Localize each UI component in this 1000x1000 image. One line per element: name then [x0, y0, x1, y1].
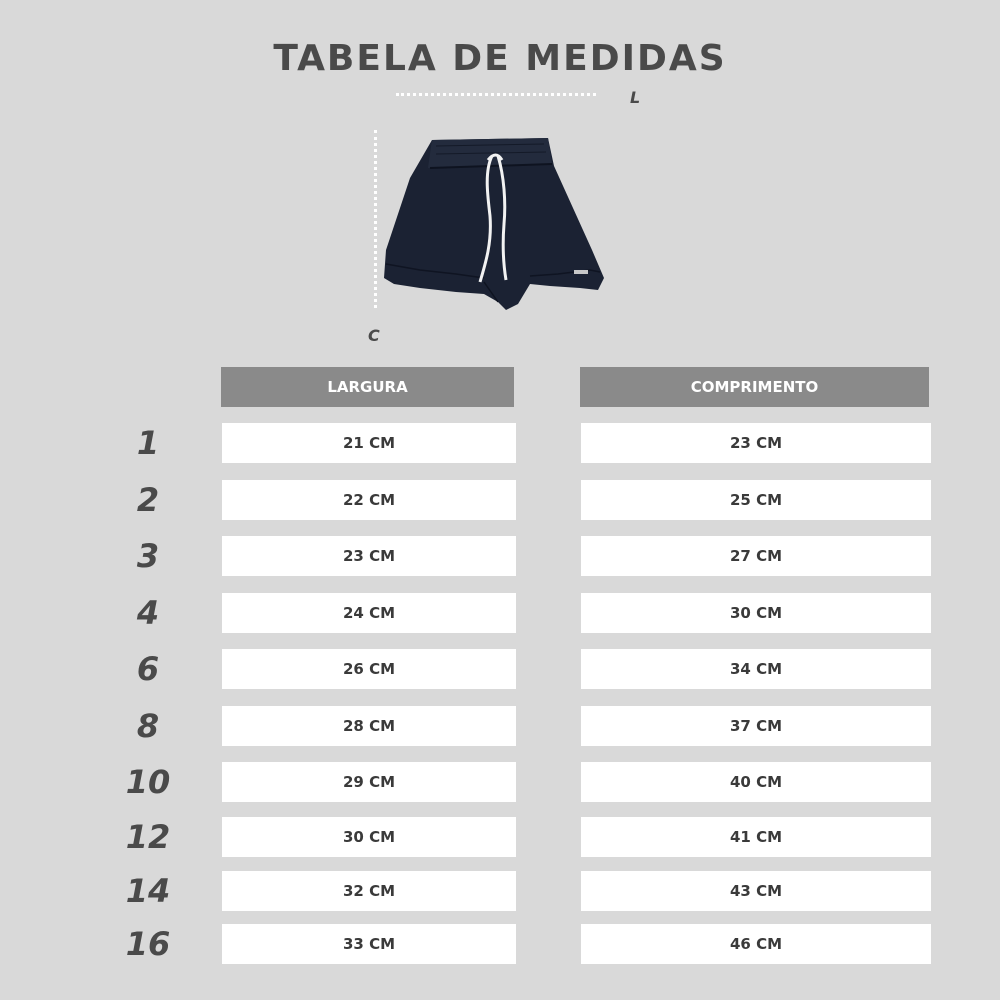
table-row — [0, 706, 1000, 746]
length-cell: 34 CM — [581, 649, 931, 689]
length-cell: 41 CM — [581, 817, 931, 857]
size-label: 6 — [136, 650, 160, 688]
length-cell: 43 CM — [581, 871, 931, 911]
length-cell: 37 CM — [581, 706, 931, 746]
table-row — [0, 924, 1000, 964]
size-label: 2 — [136, 481, 160, 519]
table-row — [0, 423, 1000, 463]
length-cell: 46 CM — [581, 924, 931, 964]
size-label: 4 — [136, 594, 160, 632]
length-dimension-label: C — [368, 326, 380, 345]
size-label: 10 — [125, 763, 171, 801]
width-cell: 21 CM — [222, 423, 516, 463]
width-cell: 22 CM — [222, 480, 516, 520]
size-label: 8 — [136, 707, 160, 745]
width-cell: 30 CM — [222, 817, 516, 857]
table-row — [0, 536, 1000, 576]
page-title: TABELA DE MEDIDAS — [273, 38, 727, 79]
length-column-header: COMPRIMENTO — [580, 367, 929, 407]
length-cell: 27 CM — [581, 536, 931, 576]
table-row — [0, 871, 1000, 911]
width-cell: 26 CM — [222, 649, 516, 689]
width-cell: 33 CM — [222, 924, 516, 964]
table-row — [0, 649, 1000, 689]
width-column-header: LARGURA — [221, 367, 514, 407]
width-dimension-label: L — [630, 88, 641, 107]
width-cell: 29 CM — [222, 762, 516, 802]
length-cell: 23 CM — [581, 423, 931, 463]
width-cell: 24 CM — [222, 593, 516, 633]
size-label: 3 — [136, 537, 160, 575]
size-label: 14 — [125, 872, 171, 910]
length-cell: 30 CM — [581, 593, 931, 633]
table-row — [0, 817, 1000, 857]
table-row — [0, 593, 1000, 633]
size-label: 12 — [125, 818, 171, 856]
table-row — [0, 762, 1000, 802]
length-cell: 25 CM — [581, 480, 931, 520]
width-cell: 32 CM — [222, 871, 516, 911]
length-cell: 40 CM — [581, 762, 931, 802]
table-row — [0, 480, 1000, 520]
size-label: 1 — [136, 424, 160, 462]
width-cell: 28 CM — [222, 706, 516, 746]
size-label: 16 — [125, 925, 171, 963]
width-cell: 23 CM — [222, 536, 516, 576]
